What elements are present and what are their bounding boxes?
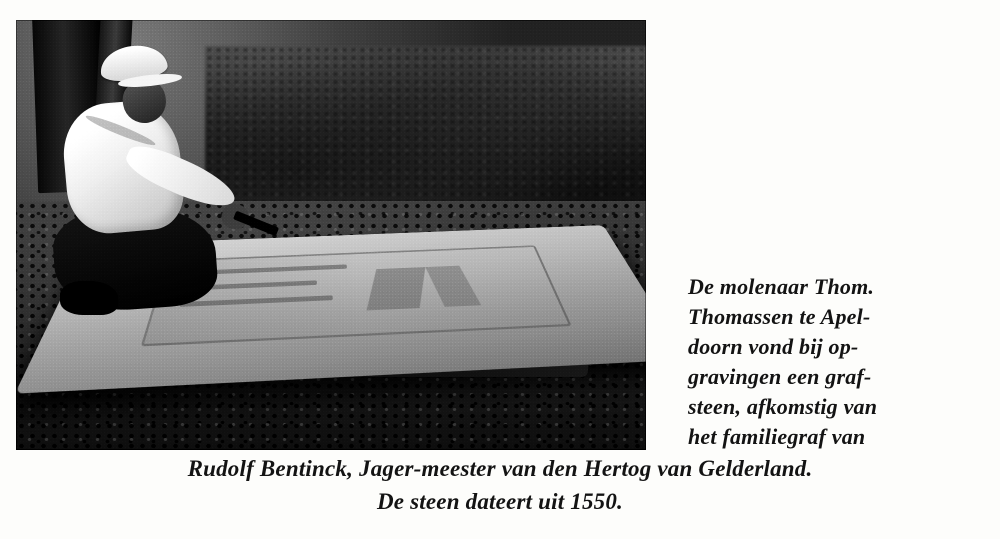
side-caption-line: het familiegraf van bbox=[688, 424, 866, 449]
photograph bbox=[16, 20, 646, 450]
man-boot bbox=[60, 281, 118, 315]
side-caption-line: doorn vond bij op- bbox=[688, 334, 859, 359]
side-caption-line: Thomassen te Apel- bbox=[688, 304, 871, 329]
kneeling-man bbox=[54, 46, 344, 356]
bottom-caption-line-2: De steen dateert uit 1550. bbox=[376, 489, 624, 514]
inscription-emblem-left bbox=[367, 267, 425, 310]
side-caption-line: steen, afkomstig van bbox=[688, 394, 878, 419]
bottom-caption bbox=[16, 452, 984, 518]
side-caption-line: De molenaar Thom. bbox=[688, 274, 875, 299]
bottom-caption-line-1: Rudolf Bentinck, Jager-meester van den Hertog van Gelderland. bbox=[187, 456, 813, 481]
side-caption bbox=[688, 272, 988, 452]
inscription-emblem-right bbox=[424, 266, 479, 307]
side-caption-line: gravingen een graf- bbox=[688, 364, 872, 389]
